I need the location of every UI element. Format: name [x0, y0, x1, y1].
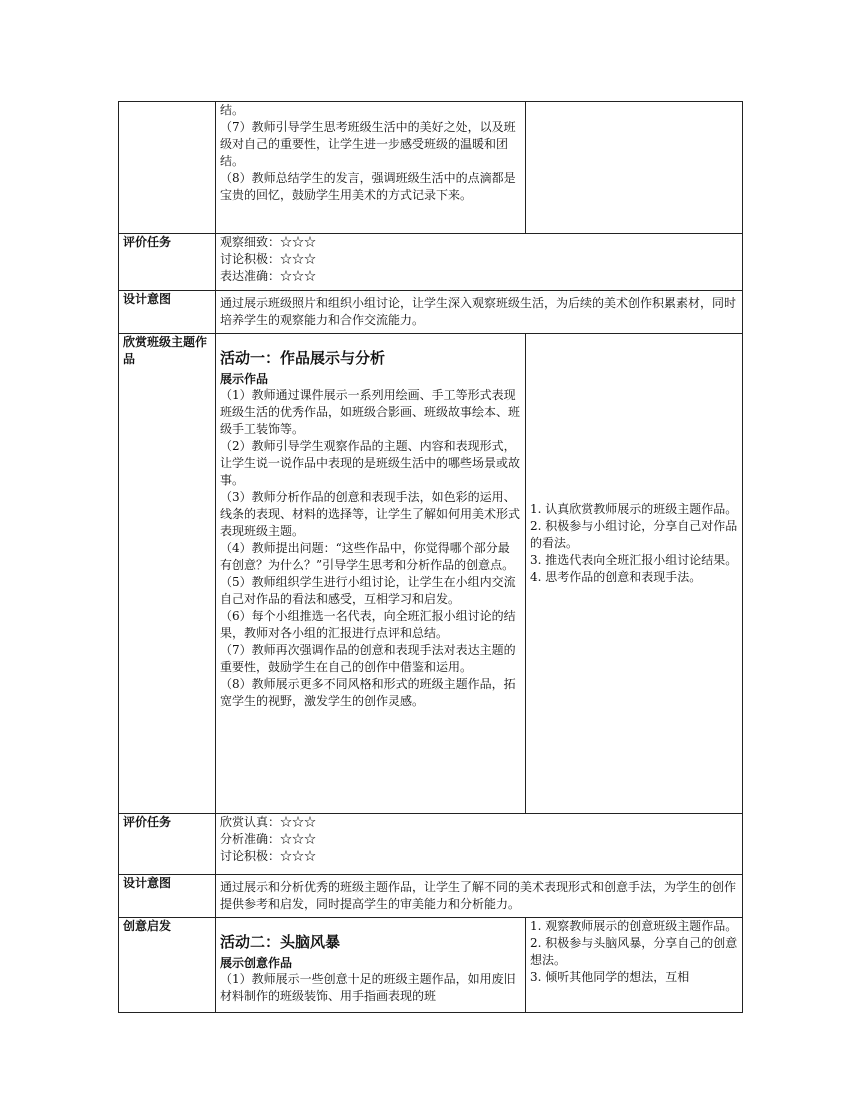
activity-subtitle: 展示创意作品	[220, 956, 293, 970]
content-line: （3）教师分析作品的创意和表现手法，如色彩的运用、线条的表现、材料的选择等，让学生了解如何用美术形式表现班级主题。	[220, 490, 521, 538]
design-intent-cell	[216, 875, 743, 918]
content-line: （7）教师引导学生思考班级生活中的美好之处，以及班级对自己的重要性，让学生进一步感受班级的温暖和团结。	[220, 120, 516, 168]
row-label: 创意启发	[119, 918, 216, 1013]
design-intent-text: 通过展示和分析优秀的班级主题作品，让学生了解不同的美术表现形式和创意手法，为学生的创作提供参考和启发，同时提高学生的审美能力和分析能力。	[220, 880, 737, 911]
row-label: 欣赏班级主题作品	[119, 334, 216, 814]
student-activity-item: 2. 积极参与头脑风暴，分享自己的创意想法。	[530, 936, 738, 967]
student-activity-cell	[526, 102, 743, 234]
activity-content-cell	[216, 918, 526, 1013]
table-row	[119, 234, 743, 291]
student-activity-cell	[526, 918, 743, 1013]
content-line: （2）教师引导学生观察作品的主题、内容和表现形式，让学生说一说作品中表现的是班级生活中的哪些场景或故事。	[220, 439, 521, 487]
content-line: （5）教师组织学生进行小组讨论，让学生在小组内交流自己对作品的看法和感受，互相学习和启发。	[220, 575, 516, 606]
content-line: 结。	[220, 103, 245, 117]
student-activity-item: 1. 观察教师展示的创意班级主题作品。	[530, 919, 738, 933]
row-label: 评价任务	[119, 234, 216, 291]
evaluation-item: 表达准确：☆☆☆	[220, 269, 317, 283]
row-label-empty	[119, 102, 216, 234]
row-label: 评价任务	[119, 814, 216, 875]
student-activity-item: 2. 积极参与小组讨论，分享自己对作品的看法。	[530, 519, 738, 550]
content-line: （4）教师提出问题：“这些作品中，你觉得哪个部分最有创意？为什么？”引导学生思考和分析作品的创意点。	[220, 541, 515, 572]
content-line: （7）教师再次强调作品的创意和表现手法对表达主题的重要性，鼓励学生在自己的创作中借鉴和运用。	[220, 643, 516, 674]
activity-subtitle: 展示作品	[220, 372, 269, 386]
content-line: （8）教师总结学生的发言，强调班级生活中的点滴都是宝贵的回忆，鼓励学生用美术的方式记录下来。	[220, 171, 516, 202]
table-row	[119, 102, 743, 234]
student-activity-cell	[526, 334, 743, 814]
row-label: 设计意图	[119, 875, 216, 918]
content-line: （8）教师展示更多不同风格和形式的班级主题作品，拓宽学生的视野，激发学生的创作灵感。	[220, 677, 516, 708]
content-line: （1）教师通过课件展示一系列用绘画、手工等形式表现班级生活的优秀作品，如班级合影画、班级故事绘本、班级手工装饰等。	[220, 388, 521, 436]
content-line: （1）教师展示一些创意十足的班级主题作品，如用废旧材料制作的班级装饰、用手指画表现的班	[220, 972, 516, 1003]
table-row	[119, 334, 743, 814]
evaluation-item: 讨论积极：☆☆☆	[220, 252, 317, 266]
content-line: （6）每个小组推选一名代表，向全班汇报小组讨论的结果，教师对各小组的汇报进行点评和总结。	[220, 609, 516, 640]
evaluation-cell	[216, 234, 743, 291]
activity-title: 活动二：头脑风暴	[220, 933, 341, 951]
student-activity-item: 3. 推选代表向全班汇报小组讨论结果。	[530, 553, 738, 567]
table-row	[119, 291, 743, 334]
table-row	[119, 875, 743, 918]
table-row	[119, 814, 743, 875]
table-row	[119, 918, 743, 1013]
evaluation-cell	[216, 814, 743, 875]
student-activity-item: 3. 倾听其他同学的想法，互相	[530, 970, 690, 984]
activity-title: 活动一：作品展示与分析	[220, 349, 386, 367]
design-intent-text: 通过展示班级照片和组织小组讨论，让学生深入观察班级生活，为后续的美术创作积累素材，同时培养学生的观察能力和合作交流能力。	[220, 296, 737, 327]
activity-content-cell	[216, 102, 526, 234]
evaluation-item: 欣赏认真：☆☆☆	[220, 815, 317, 829]
evaluation-item: 讨论积极：☆☆☆	[220, 849, 317, 863]
lesson-plan-table	[118, 101, 743, 1013]
activity-content-cell	[216, 334, 526, 814]
student-activity-item: 1. 认真欣赏教师展示的班级主题作品。	[530, 502, 738, 516]
student-activity-item: 4. 思考作品的创意和表现手法。	[530, 570, 702, 584]
design-intent-cell	[216, 291, 743, 334]
evaluation-item: 分析准确：☆☆☆	[220, 832, 317, 846]
row-label: 设计意图	[119, 291, 216, 334]
evaluation-item: 观察细致：☆☆☆	[220, 235, 317, 249]
